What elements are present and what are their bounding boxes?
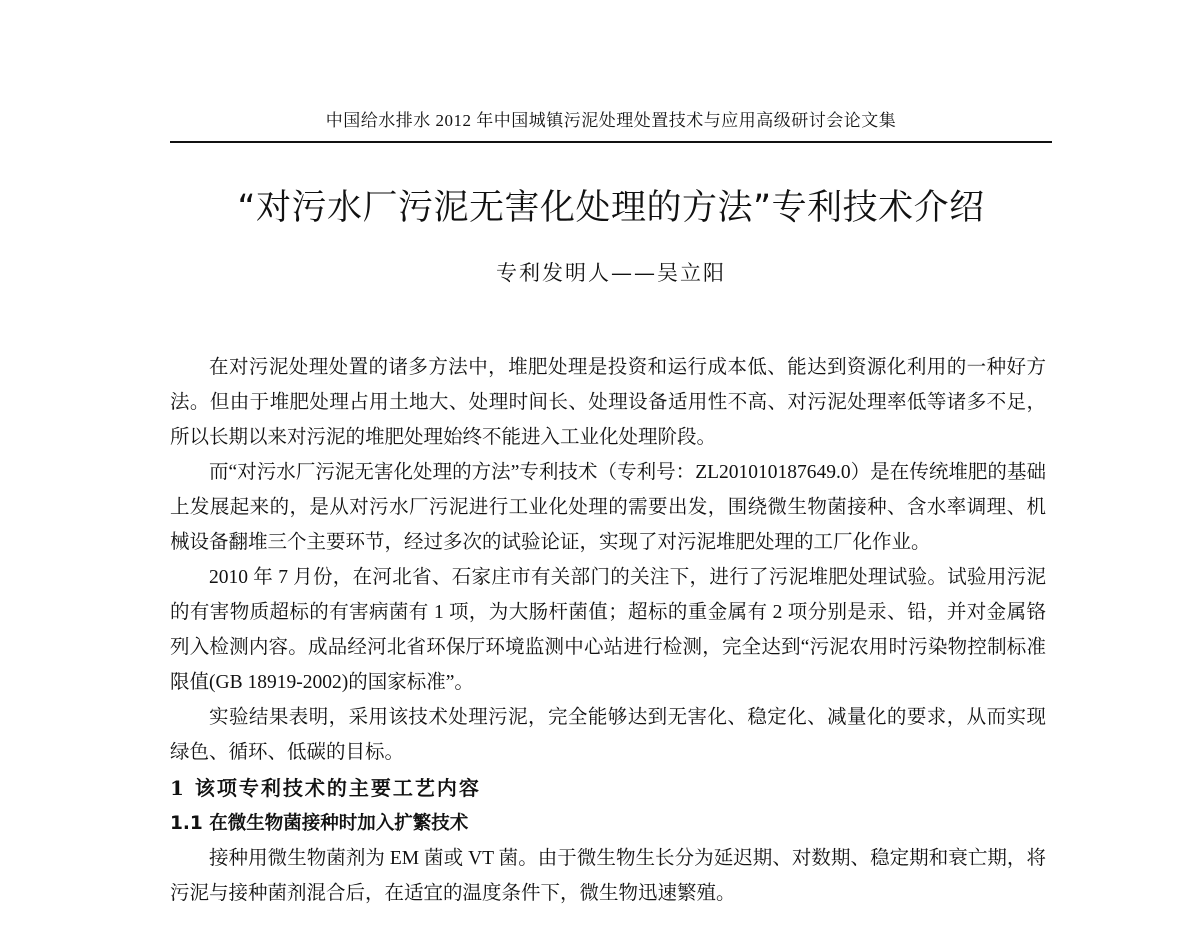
header-rule <box>170 141 1052 143</box>
paragraph-experiment: 2010 年 7 月份，在河北省、石家庄市有关部门的关注下，进行了污泥堆肥处理试验。试验用污泥的有害物质超标的有害病菌有 1 项，为大肠杆菌值；超标的重金属有 2 项分别是汞、铅，并对金属铬列入检测内容。成品经河北省环保厅环境监测中心站进行检测，完全达到“污泥农用时污染物控制标准限值(GB 18919-2002)的国家标准”。 <box>170 567 1046 693</box>
section-heading-1: 1 该项专利技术的主要工艺内容 <box>170 776 481 800</box>
paper-title: “对污水厂污泥无害化处理的方法”专利技术介绍 <box>237 188 985 228</box>
running-header: 中国给水排水 2012 年中国城镇污泥处理处置技术与应用高级研讨会论文集 <box>325 111 897 130</box>
paragraph-intro: 在对污泥处理处置的诸多方法中，堆肥处理是投资和运行成本低、能达到资源化利用的一种好方法。但由于堆肥处理占用土地大、处理时间长、处理设备适用性不高、对污泥处理率低等诸多不足，所以长期以来对污泥的堆肥处理始终不能进入工业化处理阶段。 <box>170 357 1046 448</box>
paragraph-patent: 而“对污水厂污泥无害化处理的方法”专利技术（专利号：ZL201010187649.0）是在传统堆肥的基础上发展起来的，是从对污水厂污泥进行工业化处理的需要出发，围绕微生物菌接种、含水率调理、机械设备翻堆三个主要环节，经过多次的试验论证，实现了对污泥堆肥处理的工厂化作业。 <box>170 462 1046 553</box>
section-heading-1-1: 1.1 在微生物菌接种时加入扩繁技术 <box>170 813 469 834</box>
paragraph-results: 实验结果表明，采用该技术处理污泥，完全能够达到无害化、稳定化、减量化的要求，从而实现绿色、循环、低碳的目标。 <box>170 707 1046 763</box>
body-text <box>170 350 1046 911</box>
author-line: 专利发明人——吴立阳 <box>496 261 726 285</box>
paragraph-inoculation: 接种用微生物菌剂为 EM 菌或 VT 菌。由于微生物生长分为延迟期、对数期、稳定期和衰亡期，将污泥与接种菌剂混合后，在适宜的温度条件下，微生物迅速繁殖。 <box>170 848 1046 904</box>
